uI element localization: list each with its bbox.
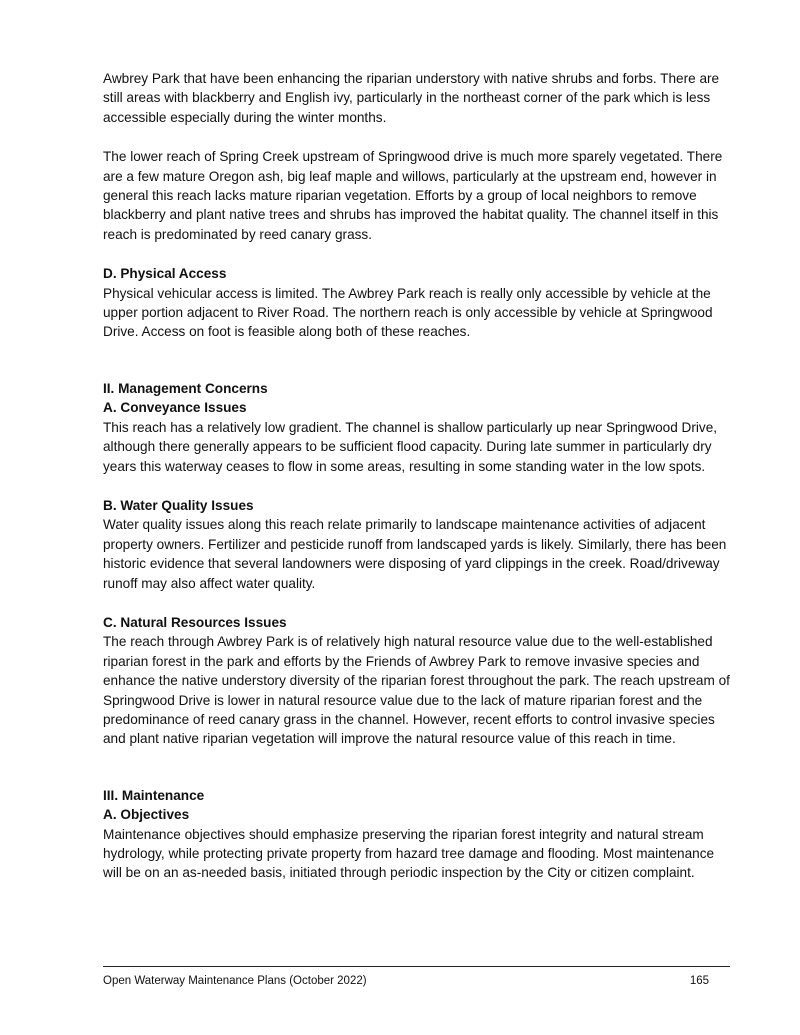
paragraph-lower-reach-vegetation: The lower reach of Spring Creek upstream of Springwood drive is much more sparely vegetated. There are a few mature Oregon ash, big leaf maple and willows, particularly at the upstream end, however in general this reach lacks mature riparian vegetation. Efforts by a group of local neighbors to remove blackberry and plant native trees and shrubs has improved the habitat quality. The channel itself in this reach is predominated by reed canary grass.	[103, 149, 723, 242]
heading-water-quality-issues: B. Water Quality Issues	[103, 497, 254, 513]
heading-natural-resources-issues: C. Natural Resources Issues	[103, 614, 287, 630]
heading-management-concerns: II. Management Concerns	[103, 380, 268, 396]
heading-conveyance-issues: A. Conveyance Issues	[103, 400, 247, 416]
heading-maintenance: III. Maintenance	[103, 787, 205, 803]
footer-title: Open Waterway Maintenance Plans (October 2022)	[103, 975, 367, 987]
page-body	[103, 69, 733, 883]
heading-physical-access: D. Physical Access	[103, 266, 227, 282]
footer-divider	[103, 966, 730, 967]
paragraph-natural-resources-issues: The reach through Awbrey Park is of relatively high natural resource value due to the well-established riparian forest in the park and efforts by the Friends of Awbrey Park to remove invasive species and enhance the native understory diversity of the riparian forest throughout the park. The reach upstream of Springwood Drive is lower in natural resource value due to the lack of mature riparian forest and the predominance of reed canary grass in the channel. However, recent efforts to control invasive species and plant native riparian vegetation will improve the natural resource value of this reach in time.	[103, 634, 730, 747]
heading-objectives: A. Objectives	[103, 807, 190, 823]
paragraph-water-quality-issues: Water quality issues along this reach relate primarily to landscape maintenance activities of adjacent property owners. Fertilizer and pesticide runoff from landscaped yards is likely. Similarly, there has been historic evidence that several landowners were disposing of yard clippings in the creek. Road/driveway runoff may also affect water quality.	[103, 517, 727, 591]
page-number: 165	[689, 975, 709, 987]
paragraph-objectives: Maintenance objectives should emphasize preserving the riparian forest integrity and natural stream hydrology, while protecting private property from hazard tree damage and flooding. Most maintenance will be on an as-needed basis, initiated through periodic inspection by the City or citizen complaint.	[103, 826, 715, 881]
paragraph-awbrey-park-understory: Awbrey Park that have been enhancing the riparian understory with native shrubs and forbs. There are still areas with blackberry and English ivy, particularly in the northeast corner of the park which is less accessible especially during the winter months.	[103, 71, 720, 125]
page-footer	[103, 974, 709, 989]
paragraph-physical-access: Physical vehicular access is limited. The Awbrey Park reach is really only accessible by vehicle at the upper portion adjacent to River Road. The northern reach is only accessible by vehicle at Springwood Drive. Access on foot is feasible along both of these reaches.	[103, 285, 713, 340]
paragraph-conveyance-issues: This reach has a relatively low gradient. The channel is shallow particularly up near Springwood Drive, although there generally appears to be sufficient flood capacity. During late summer in particularly dry years this waterway ceases to flow in some areas, resulting in some standing water in the low spots.	[103, 419, 718, 474]
